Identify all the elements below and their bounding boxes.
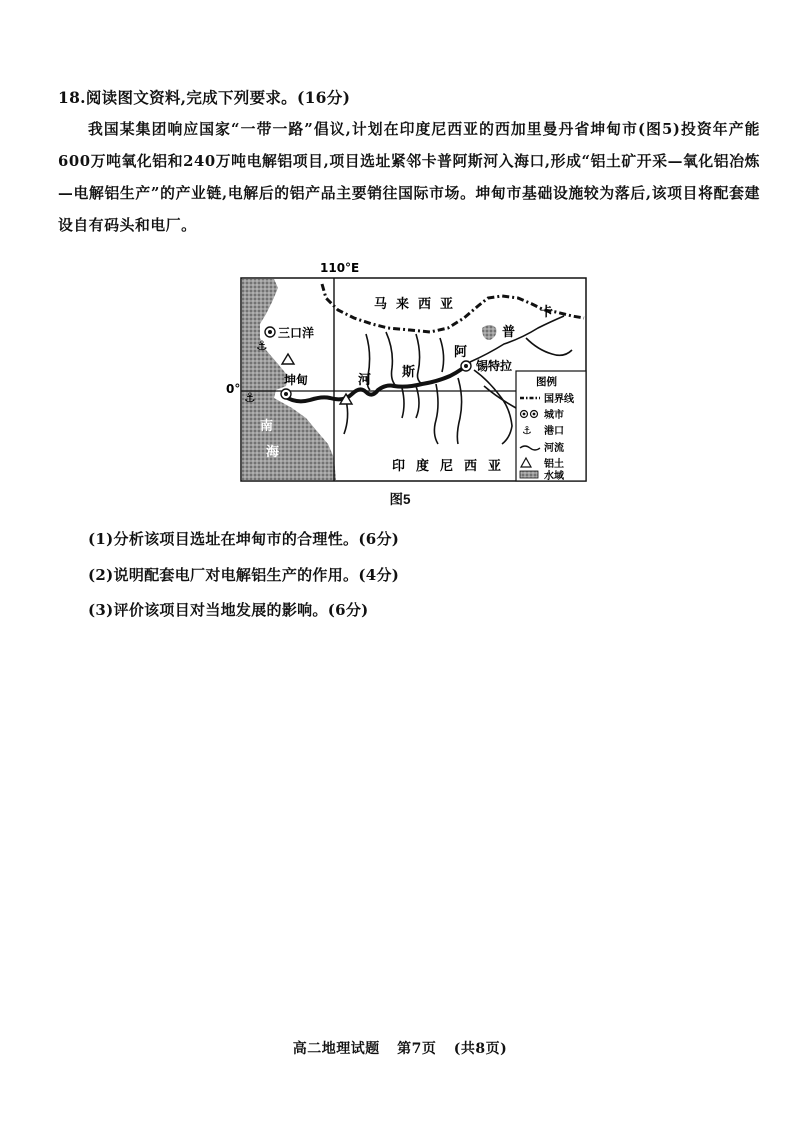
svg-text:度: 度: [416, 459, 430, 474]
footer-page: 第7页: [397, 1041, 437, 1057]
port-anchor-icon: ⚓: [244, 391, 256, 406]
svg-text:海: 海: [266, 445, 280, 460]
city-label-sanko: 三口洋: [278, 326, 315, 340]
svg-text:马: 马: [374, 297, 388, 312]
equator-label: 0°: [226, 382, 241, 396]
footer-total: (共8页): [453, 1041, 508, 1057]
svg-text:斯: 斯: [402, 365, 416, 380]
city-label-kunding: 坤甸: [284, 373, 309, 387]
question-title: 18.阅读图文资料,完成下列要求。(16分): [58, 88, 351, 107]
svg-text:水域: 水域: [544, 471, 564, 482]
footer-subject: 高二地理试题: [292, 1041, 380, 1057]
city-label-xitela: 锡特拉: [476, 359, 513, 373]
svg-text:国界线: 国界线: [544, 394, 574, 405]
svg-text:亚: 亚: [440, 297, 454, 312]
city-marker-xitela: [461, 361, 471, 371]
svg-text:港口: 港口: [544, 426, 564, 437]
svg-text:西: 西: [464, 459, 478, 474]
figure-caption: 图5: [389, 492, 411, 507]
svg-text:河: 河: [358, 373, 372, 388]
svg-text:城市: 城市: [544, 410, 564, 421]
sub-question-2: (2)说明配套电厂对电解铝生产的作用。(4分): [88, 566, 400, 584]
port-anchor-icon: ⚓: [256, 339, 268, 354]
map-figure: [226, 258, 598, 488]
svg-text:河流: 河流: [544, 443, 564, 454]
map-legend: [516, 371, 586, 482]
svg-text:卡: 卡: [540, 305, 554, 320]
longitude-label: 110°E: [320, 261, 360, 275]
svg-text:尼: 尼: [440, 459, 454, 474]
city-marker-sanko: [265, 327, 275, 337]
legend-title: 图例: [536, 376, 557, 388]
sub-question-3: (3)评价该项目对当地发展的影响。(6分): [88, 601, 369, 619]
svg-text:亚: 亚: [488, 459, 502, 474]
svg-text:铝土: 铝土: [544, 459, 564, 470]
svg-text:南: 南: [260, 419, 274, 434]
svg-text:阿: 阿: [454, 345, 468, 360]
svg-text:印: 印: [392, 459, 406, 474]
svg-text:来: 来: [396, 297, 410, 312]
svg-text:普: 普: [502, 325, 516, 340]
legend-anchor-icon: ⚓: [522, 424, 532, 437]
city-marker-kunding: [281, 389, 291, 399]
question-paragraph: 我国某集团响应国家“一带一路”倡议,计划在印度尼西亚的西加里曼丹省坤甸市(图5)投资年产能600万吨氧化铝和240万吨电解铝项目,项目选址紧邻卡普阿斯河入海口,形成“铝土矿开采—氧化铝冶炼—电解铝生产”的产业链,电解后的铝产品主要销往国际市场。坤甸市基础设施较为落后,该项目将配套建设自有码头和电厂。: [58, 121, 760, 234]
sub-question-1: (1)分析该项目选址在坤甸市的合理性。(6分): [88, 530, 400, 548]
page-footer: [0, 1038, 800, 1058]
svg-text:西: 西: [418, 297, 432, 312]
